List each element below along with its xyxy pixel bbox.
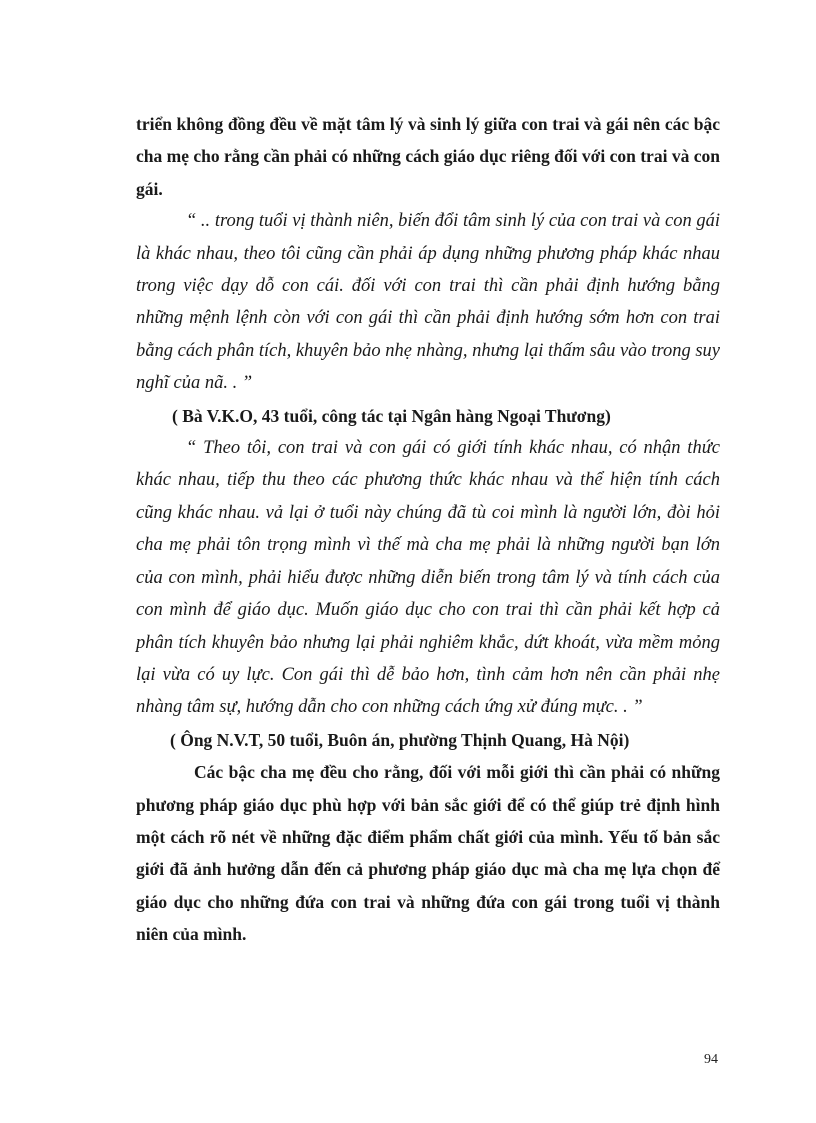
attribution-mother: ( Bà V.K.O, 43 tuổi, công tác tại Ngân hàng Ngoại Thương) [172, 405, 611, 426]
quote-parent-father: “ Theo tôi, con trai và con gái có giới tính khác nhau, có nhận thức khác nhau, tiếp thu theo các phương thức khác nhau và thể hiện tính cách cũng khác nhau. vả lại ở tuổi này chúng đã tù coi mình là người lớn, đòi hỏi cha mẹ phải tôn trọng mình vì thế mà cha mẹ phải là những người bạn lớn của con mình, phải hiểu được những diễn biến trong tâm lý và tính cách của con mình để giáo dục. Muốn giáo dục cho con trai thì cần phải kết hợp cả phân tích khuyên bảo nhưng lại phải nghiêm khắc, dứt khoát, vừa mềm mỏng lại vừa có uy lực. Con gái thì dễ bảo hơn, tình cảm hơn nên cần phải nhẹ nhàng tâm sự, hướng dẫn cho con những cách ứng xử đúng mực. . ” [136, 438, 720, 718]
intro-paragraph: triển không đồng đều về mặt tâm lý và sinh lý giữa con trai và gái nên các bậc cha mẹ cho rằng cần phải có những cách giáo dục riêng đối với con trai và con gái. [136, 114, 720, 199]
quote-parent-mother: “ .. trong tuổi vị thành niên, biến đổi tâm sinh lý của con trai và con gái là khác nhau, theo tôi cũng cần phải áp dụng những phương pháp khác nhau trong việc dạy dỗ con cái. đối với con trai thì cần phải định hướng bằng những mệnh lệnh còn với con gái thì cần phải định hướng sớm hơn con trai bằng cách phân tích, khuyên bảo nhẹ nhàng, nhưng lại thấm sâu vào trong suy nghĩ của nã. . ” [136, 211, 720, 394]
page-number: 94 [704, 1052, 718, 1067]
conclusion-paragraph: Các bậc cha mẹ đều cho rằng, đối với mỗi giới thì cần phải có những phương pháp giáo dục phù hợp với bản sắc giới để có thể giúp trẻ định hình một cách rõ nét về những đặc điểm phẩm chất giới của mình. Yếu tố bản sắc giới đã ảnh hưởng dẫn đến cả phương pháp giáo dục mà cha mẹ lựa chọn để giáo dục cho những đứa con trai và những đứa con gái trong tuổi vị thành niên của mình. [136, 762, 720, 945]
attribution-father: ( Ông N.V.T, 50 tuổi, Buôn án, phường Thịnh Quang, Hà Nội) [170, 729, 630, 750]
document-body [136, 108, 720, 951]
